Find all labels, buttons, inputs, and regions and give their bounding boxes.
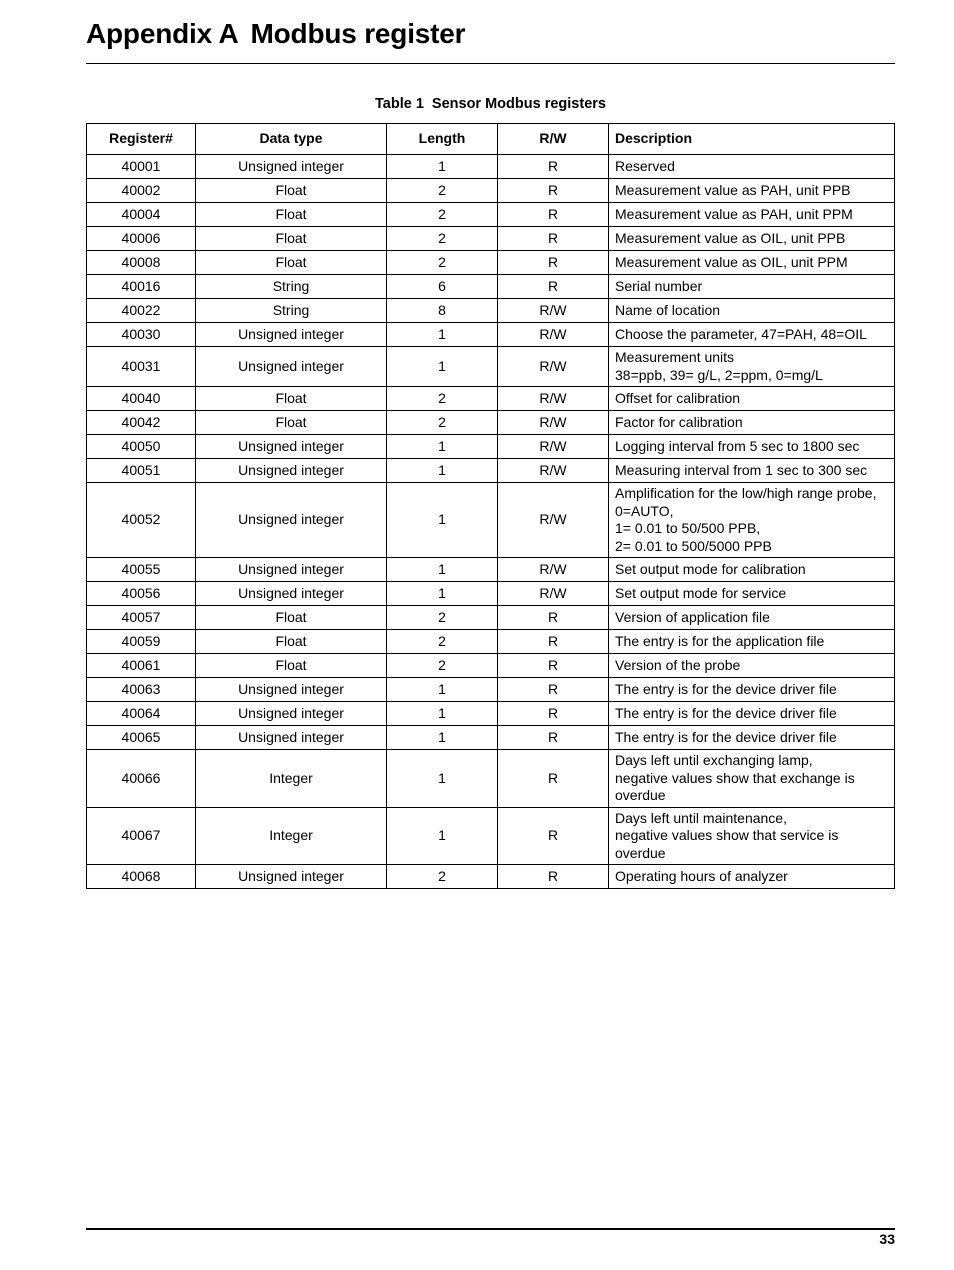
cell-register: 40004 (87, 203, 196, 227)
cell-data-type: Unsigned integer (196, 702, 387, 726)
cell-data-type: Unsigned integer (196, 155, 387, 179)
column-header-length: Length (387, 124, 498, 155)
description-line: The entry is for the application file (615, 632, 825, 649)
cell-register: 40051 (87, 459, 196, 483)
description-line: 2= 0.01 to 500/5000 PPB (615, 537, 772, 554)
cell-description (609, 630, 895, 654)
cell-register: 40063 (87, 678, 196, 702)
cell-length: 2 (387, 606, 498, 630)
table-row (87, 251, 895, 275)
cell-rw: R (498, 678, 609, 702)
cell-length: 1 (387, 483, 498, 558)
table-caption (86, 96, 895, 112)
table-row (87, 702, 895, 726)
description-line: Amplification for the low/high range probe, (615, 485, 877, 501)
cell-length: 2 (387, 179, 498, 203)
description-line: 38=ppb, 39= g/L, 2=ppm, 0=mg/L (615, 366, 823, 383)
table-header-row (87, 124, 895, 155)
page-number: 33 (879, 1231, 895, 1247)
table-caption-label: Table 1 (375, 96, 424, 112)
cell-register: 40022 (87, 299, 196, 323)
cell-description (609, 865, 895, 889)
footer-divider (86, 1228, 895, 1230)
cell-rw: R/W (498, 411, 609, 435)
table-row (87, 347, 895, 387)
cell-data-type: Float (196, 387, 387, 411)
cell-rw: R (498, 702, 609, 726)
table-row (87, 155, 895, 179)
table-row (87, 582, 895, 606)
description-line: Logging interval from 5 sec to 1800 sec (615, 437, 860, 454)
cell-description (609, 702, 895, 726)
cell-length: 1 (387, 702, 498, 726)
table-row (87, 630, 895, 654)
cell-register: 40055 (87, 558, 196, 582)
table-row (87, 227, 895, 251)
title-divider (86, 63, 895, 64)
description-line: Measurement value as PAH, unit PPB (615, 181, 851, 198)
table-row (87, 726, 895, 750)
cell-data-type: Unsigned integer (196, 323, 387, 347)
cell-data-type: Integer (196, 807, 387, 865)
cell-register: 40042 (87, 411, 196, 435)
cell-length: 2 (387, 227, 498, 251)
description-line: 0=AUTO, (615, 502, 674, 519)
cell-description (609, 750, 895, 808)
cell-register: 40052 (87, 483, 196, 558)
description-line: 1= 0.01 to 50/500 PPB, (615, 520, 761, 536)
cell-register: 40066 (87, 750, 196, 808)
cell-register: 40067 (87, 807, 196, 865)
table-row (87, 411, 895, 435)
cell-register: 40057 (87, 606, 196, 630)
description-line: Set output mode for service (615, 584, 787, 601)
cell-description (609, 807, 895, 865)
cell-data-type: Float (196, 251, 387, 275)
cell-data-type: Integer (196, 750, 387, 808)
cell-rw: R (498, 251, 609, 275)
cell-rw: R/W (498, 459, 609, 483)
description-line: Serial number (615, 277, 703, 294)
cell-description (609, 347, 895, 387)
cell-register: 40061 (87, 654, 196, 678)
cell-description (609, 459, 895, 483)
cell-register: 40065 (87, 726, 196, 750)
cell-description (609, 558, 895, 582)
cell-data-type: Unsigned integer (196, 726, 387, 750)
cell-rw: R/W (498, 435, 609, 459)
cell-description (609, 251, 895, 275)
table-row (87, 459, 895, 483)
description-line: negative values show that exchange is overdue (615, 769, 855, 803)
cell-register: 40002 (87, 179, 196, 203)
description-line: Operating hours of analyzer (615, 867, 788, 884)
cell-register: 40064 (87, 702, 196, 726)
description-line: Name of location (615, 301, 721, 318)
cell-description (609, 678, 895, 702)
cell-length: 1 (387, 323, 498, 347)
cell-length: 1 (387, 750, 498, 808)
cell-data-type: String (196, 275, 387, 299)
cell-rw: R/W (498, 323, 609, 347)
cell-register: 40030 (87, 323, 196, 347)
column-header-description: Description (609, 124, 895, 155)
cell-length: 1 (387, 726, 498, 750)
cell-rw: R (498, 630, 609, 654)
cell-data-type: Unsigned integer (196, 459, 387, 483)
cell-rw: R (498, 203, 609, 227)
description-line: Version of the probe (615, 656, 741, 673)
cell-data-type: Unsigned integer (196, 483, 387, 558)
cell-register: 40056 (87, 582, 196, 606)
description-line: The entry is for the device driver file (615, 704, 837, 721)
table-row (87, 203, 895, 227)
table-row (87, 654, 895, 678)
cell-rw: R/W (498, 558, 609, 582)
description-line: Days left until exchanging lamp, (615, 752, 813, 768)
cell-length: 2 (387, 251, 498, 275)
cell-rw: R (498, 179, 609, 203)
cell-length: 2 (387, 630, 498, 654)
description-line: Measurement value as OIL, unit PPM (615, 253, 848, 270)
cell-rw: R (498, 865, 609, 889)
cell-register: 40008 (87, 251, 196, 275)
table-row (87, 275, 895, 299)
cell-rw: R (498, 275, 609, 299)
description-line: Measurement value as OIL, unit PPB (615, 229, 846, 246)
cell-register: 40050 (87, 435, 196, 459)
column-header-data-type: Data type (196, 124, 387, 155)
cell-description (609, 227, 895, 251)
cell-rw: R (498, 807, 609, 865)
cell-data-type: Float (196, 227, 387, 251)
cell-data-type: String (196, 299, 387, 323)
cell-length: 2 (387, 654, 498, 678)
column-header-rw: R/W (498, 124, 609, 155)
page-title (86, 18, 465, 50)
cell-description (609, 155, 895, 179)
column-header-register: Register# (87, 124, 196, 155)
table-row (87, 807, 895, 865)
cell-rw: R/W (498, 299, 609, 323)
cell-data-type: Float (196, 606, 387, 630)
cell-data-type: Unsigned integer (196, 435, 387, 459)
cell-description (609, 435, 895, 459)
cell-description (609, 606, 895, 630)
cell-data-type: Unsigned integer (196, 558, 387, 582)
cell-description (609, 726, 895, 750)
cell-description (609, 179, 895, 203)
table-row (87, 299, 895, 323)
table-row (87, 606, 895, 630)
cell-rw: R (498, 654, 609, 678)
table-row (87, 678, 895, 702)
table-body (87, 155, 895, 889)
table-row (87, 435, 895, 459)
description-line: Measurement value as PAH, unit PPM (615, 205, 853, 222)
table-row (87, 750, 895, 808)
cell-register: 40016 (87, 275, 196, 299)
description-line: Offset for calibration (615, 389, 741, 406)
cell-length: 2 (387, 411, 498, 435)
cell-description (609, 654, 895, 678)
description-line: Measuring interval from 1 sec to 300 sec (615, 461, 868, 478)
cell-length: 1 (387, 459, 498, 483)
cell-length: 1 (387, 347, 498, 387)
description-line: Reserved (615, 157, 675, 174)
cell-data-type: Float (196, 179, 387, 203)
cell-data-type: Float (196, 203, 387, 227)
description-line: Factor for calibration (615, 413, 743, 430)
table-row (87, 323, 895, 347)
description-line: negative values show that service is overdue (615, 827, 839, 861)
cell-length: 1 (387, 558, 498, 582)
cell-description (609, 483, 895, 558)
table-row (87, 865, 895, 889)
cell-rw: R/W (498, 582, 609, 606)
cell-data-type: Unsigned integer (196, 582, 387, 606)
cell-data-type: Float (196, 654, 387, 678)
cell-description (609, 387, 895, 411)
cell-rw: R/W (498, 387, 609, 411)
table-row (87, 179, 895, 203)
cell-rw: R (498, 750, 609, 808)
cell-description (609, 582, 895, 606)
cell-data-type: Float (196, 411, 387, 435)
cell-rw: R (498, 227, 609, 251)
description-line: The entry is for the device driver file (615, 680, 837, 697)
cell-description (609, 323, 895, 347)
cell-register: 40059 (87, 630, 196, 654)
cell-length: 1 (387, 155, 498, 179)
description-line: Choose the parameter, 47=PAH, 48=OIL (615, 325, 867, 342)
cell-length: 8 (387, 299, 498, 323)
table-row (87, 387, 895, 411)
cell-length: 6 (387, 275, 498, 299)
title-appendix-label: Appendix A (86, 18, 239, 49)
cell-register: 40068 (87, 865, 196, 889)
cell-rw: R/W (498, 347, 609, 387)
description-line: Version of application file (615, 608, 770, 625)
table-row (87, 483, 895, 558)
description-line: The entry is for the device driver file (615, 728, 837, 745)
cell-data-type: Float (196, 630, 387, 654)
description-line: Set output mode for calibration (615, 560, 806, 577)
cell-rw: R/W (498, 483, 609, 558)
cell-register: 40006 (87, 227, 196, 251)
cell-description (609, 275, 895, 299)
description-line: Measurement units (615, 349, 735, 365)
cell-description (609, 203, 895, 227)
cell-description (609, 411, 895, 435)
cell-data-type: Unsigned integer (196, 347, 387, 387)
cell-length: 2 (387, 865, 498, 889)
cell-length: 1 (387, 435, 498, 459)
table-row (87, 558, 895, 582)
cell-register: 40031 (87, 347, 196, 387)
cell-rw: R (498, 155, 609, 179)
cell-register: 40001 (87, 155, 196, 179)
cell-rw: R (498, 606, 609, 630)
cell-description (609, 299, 895, 323)
cell-register: 40040 (87, 387, 196, 411)
cell-length: 1 (387, 678, 498, 702)
cell-rw: R (498, 726, 609, 750)
cell-length: 2 (387, 203, 498, 227)
cell-data-type: Unsigned integer (196, 678, 387, 702)
title-text: Modbus register (250, 18, 466, 49)
description-line: Days left until maintenance, (615, 809, 787, 826)
modbus-register-table (86, 123, 895, 889)
cell-data-type: Unsigned integer (196, 865, 387, 889)
table-caption-text: Sensor Modbus registers (431, 96, 606, 112)
cell-length: 1 (387, 582, 498, 606)
cell-length: 2 (387, 387, 498, 411)
cell-length: 1 (387, 807, 498, 865)
